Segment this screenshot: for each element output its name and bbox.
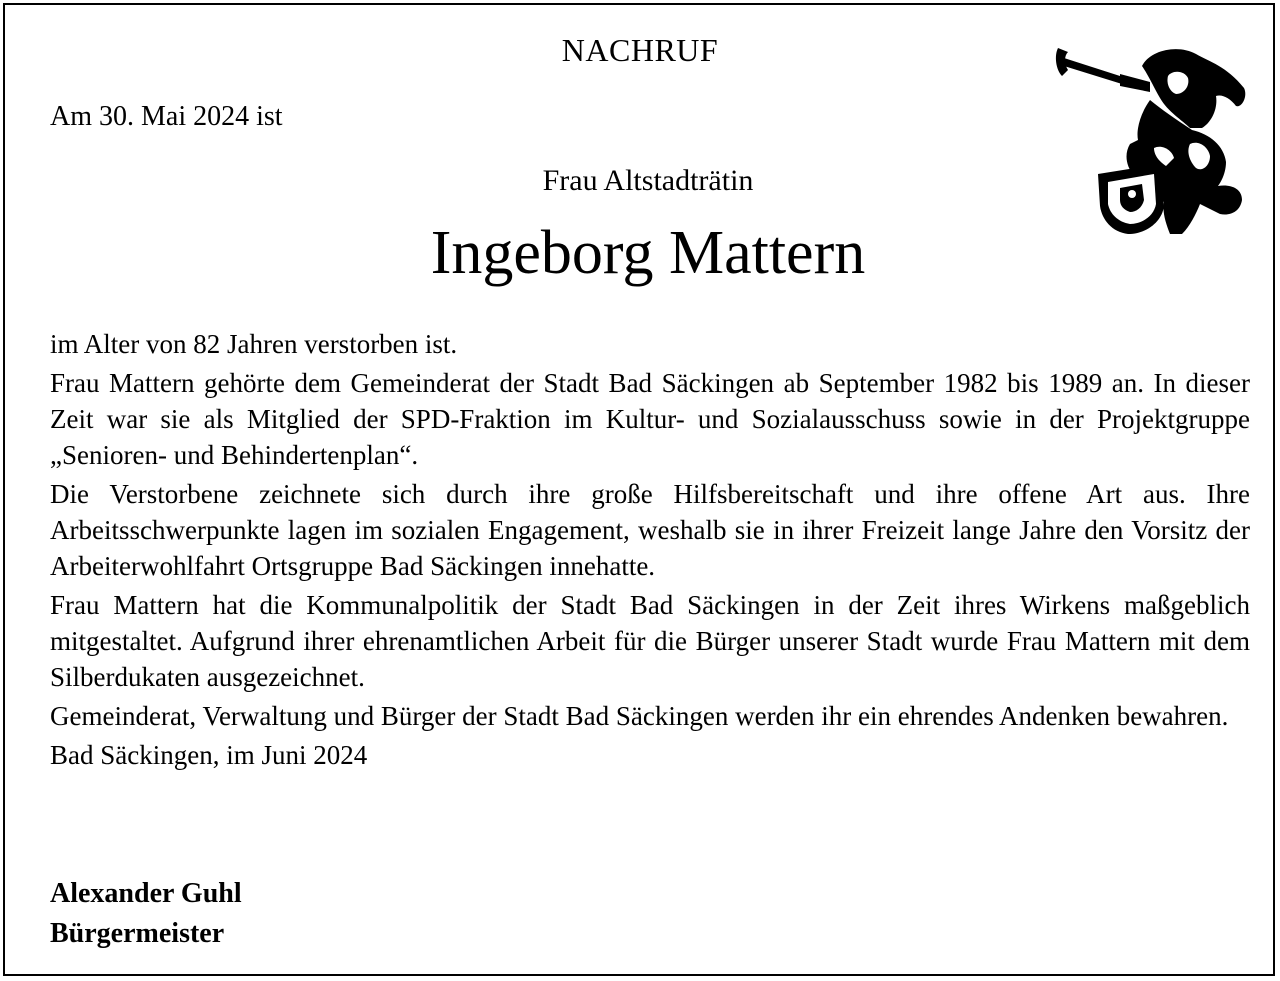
- body-paragraph: Die Verstorbene zeichnete sich durch ihre große Hilfsbereitschaft und ihre offene Art aus. Ihre Arbeitsschwerpunkte lagen im sozialen Engagement, weshalb sie in ihrer Freizeit lange Jahre den Vorsitz der Arbeiterwohlfahrt Ortsgruppe Bad Säckingen innehatte.: [50, 479, 1250, 581]
- intro-line: Am 30. Mai 2024 ist: [50, 101, 283, 132]
- notice-body: [50, 326, 1250, 773]
- signer-role: Bürgermeister: [50, 918, 225, 949]
- deceased-name: Ingeborg Mattern: [430, 219, 866, 287]
- signature-block: [50, 874, 242, 954]
- signer-name: Alexander Guhl: [50, 878, 242, 909]
- body-paragraph: Gemeinderat, Verwaltung und Bürger der Stadt Bad Säckingen werden ihr ein ehrendes Andenken bewahren.: [50, 701, 1229, 731]
- trumpeter-coat-of-arms-icon: [1050, 36, 1250, 240]
- place-date: Bad Säckingen, im Juni 2024: [50, 740, 368, 770]
- notice-heading: NACHRUF: [561, 32, 719, 68]
- body-paragraph: Frau Mattern gehörte dem Gemeinderat der Stadt Bad Säckingen ab September 1982 bis 1989 an. In dieser Zeit war sie als Mitglied der SPD-Fraktion im Kultur- und Sozialausschuss sowie in der Projektgruppe „Senioren- und Behindertenplan“.: [50, 368, 1250, 470]
- body-paragraph: Frau Mattern hat die Kommunalpolitik der Stadt Bad Säckingen in der Zeit ihres Wirkens maßgeblich mitgestaltet. Aufgrund ihrer ehrenamtlichen Arbeit für die Bürger unserer Stadt wurde Frau Mattern mit dem Silberdukaten ausgezeichnet.: [50, 590, 1250, 692]
- deceased-title: Frau Altstadträtin: [542, 164, 754, 197]
- body-paragraph: im Alter von 82 Jahren verstorben ist.: [50, 329, 458, 359]
